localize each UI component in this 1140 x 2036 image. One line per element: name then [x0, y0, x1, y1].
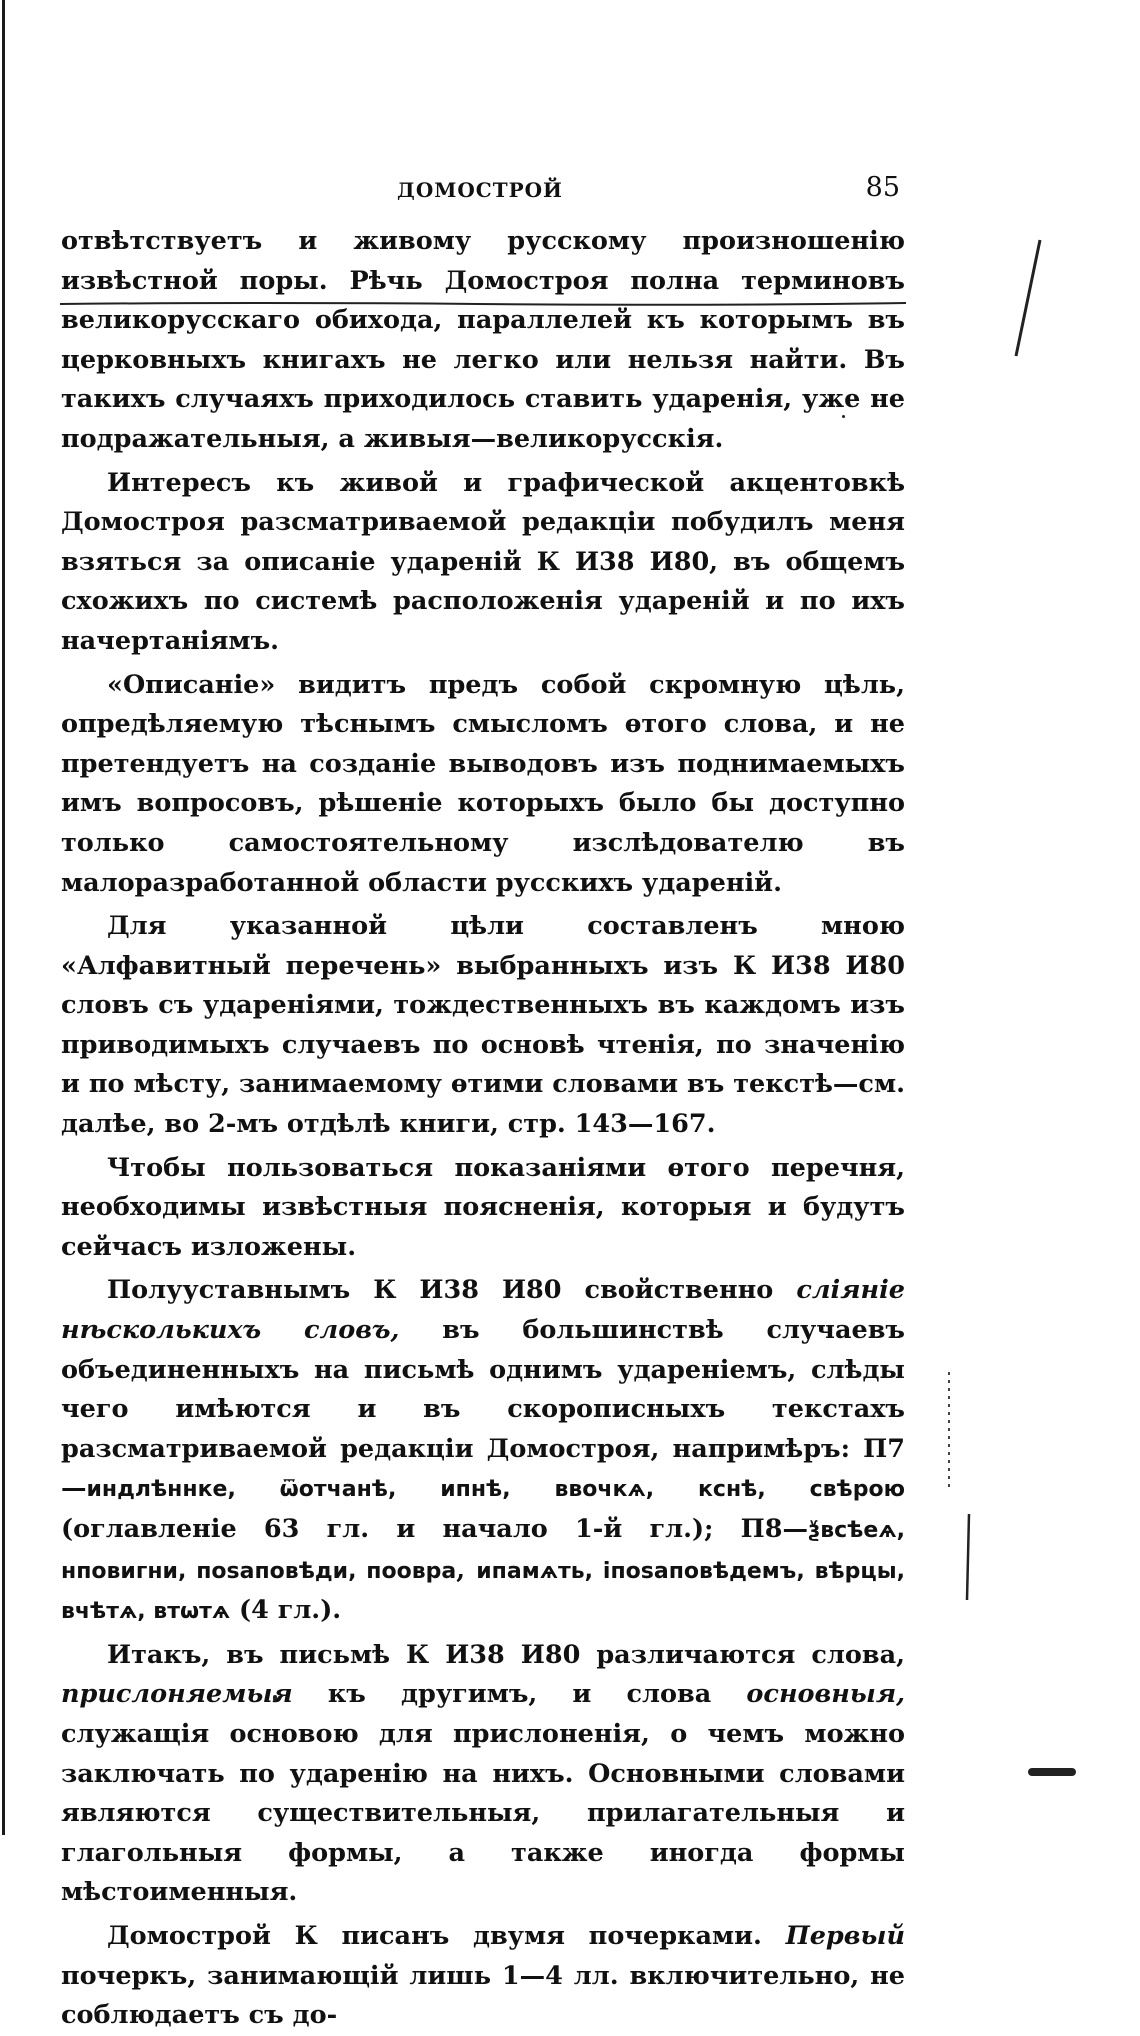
emphasis-text: прислоняемыя [61, 1679, 293, 1710]
church-slavonic-text: ипамѧть, іпоѕаповѣдемъ, вѣрцы, вчѣтѧ, втѡтѧ [61, 1558, 905, 1625]
body-text [61, 222, 905, 2036]
text-run: Домострой К писанъ двумя почерками. [107, 1920, 786, 1951]
margin-mark-vertical [962, 1512, 974, 1602]
margin-mark-slash [1010, 238, 1050, 358]
paragraph [61, 907, 905, 1145]
text-run: Интересъ къ живой и графической акцентовкѣ Домостроя разсматриваемой редакціи побудилъ меня взяться за описаніе удареній К И38 И80, въ общемъ схожихъ по системѣ расположенія удареній и по ихъ начертаніямъ. [61, 467, 905, 656]
running-head [60, 170, 900, 210]
text-run: Для указанной цѣли составленъ мною «Алфавитный перечень» выбранныхъ изъ К И38 И80 словъ съ удареніями, тождественныхъ въ каждомъ изъ приводимыхъ случаевъ по основѣ чтенія, по значенію и по мѣсту, занимаемому ѳтими словами въ текстѣ—см. далѣе, во 2-мъ отдѣлѣ книги, стр. 143—167. [61, 911, 905, 1140]
text-run: (оглавленіе 63 гл. и начало 1-й гл.); П8— [61, 1514, 809, 1544]
paragraph [61, 1917, 905, 2036]
text-run: отвѣтствуетъ и живому русскому произношенію извѣстной поры. Рѣчь Домостроя полна терминовъ великорусскаго обихода, параллелей къ которымъ въ церковныхъ книгахъ не легко или нельзя найти. Въ такихъ случаяхъ приходилось ставить ударенія, уже не подражательныя, а живыя—великорусскія. [61, 226, 905, 454]
emphasis-text: сліяніе нѣсколькихъ словъ, [61, 1275, 905, 1346]
text-run: «Описаніе» видитъ предъ собой скромную цѣль, опредѣляемую тѣснымъ смысломъ ѳтого слова, и не претендуетъ на созданіе выводовъ изъ поднимаемыхъ имъ вопросовъ, рѣшеніе которыхъ было бы доступно только самостоятельному изслѣдователю въ малоразработанной области русскихъ удареній. [61, 669, 905, 898]
paragraph [61, 1271, 905, 1631]
text-run: (4 гл.). [230, 1595, 342, 1626]
ink-smudge [1028, 1768, 1076, 1776]
page-edge [2, 0, 5, 1835]
text-run: къ другимъ, и слова [292, 1679, 747, 1710]
text-run: служащія основою для прислоненія, о чемъ можно заключать по ударенію на нихъ. Основными словами являются существительныя, прилагательныя и глагольныя формы, а также иногда формы мѣстоименныя. [61, 1718, 905, 1908]
church-slavonic-text: индлѣннке, ѿотчанѣ, ипнѣ, ввочкѧ, кснѣ, свѣрою [86, 1477, 905, 1503]
page-number: 85 [865, 172, 900, 203]
text-run: почеркъ, занимающій лишь 1—4 лл. включительно, не соблюдаетъ съ до- [61, 1960, 905, 2031]
paragraph [61, 464, 905, 662]
text-run: Итакъ, въ письмѣ К И38 И80 различаются слова, [107, 1639, 905, 1670]
paragraph [61, 222, 905, 460]
margin-mark-dotted [944, 1370, 954, 1490]
text-run: , [456, 1554, 477, 1585]
emphasis-text: Первый [785, 1920, 905, 1951]
text-run: Чтобы пользоваться показаніями ѳтого перечня, необходимы извѣстныя поясненія, которыя и будутъ сейчасъ изложены. [61, 1152, 905, 1262]
emphasis-text: основныя, [746, 1679, 905, 1710]
paragraph [61, 1149, 905, 1268]
text-run: Полууставнымъ К И38 И80 свойственно [107, 1275, 797, 1306]
church-slavonic-text: ѯвсѣеѧ, нповигни, поѕаповѣди, поовра [61, 1518, 905, 1584]
paragraph [61, 666, 905, 904]
running-title: ДОМОСТРОЙ [397, 178, 563, 202]
text-run: въ большинствѣ случаевъ объединенныхъ на письмѣ однимъ удареніемъ, слѣды чего имѣются и въ скорописныхъ текстахъ разсматриваемой редакціи Домостроя, напримѣръ: П7— [61, 1315, 905, 1504]
paragraph [61, 1636, 905, 1913]
